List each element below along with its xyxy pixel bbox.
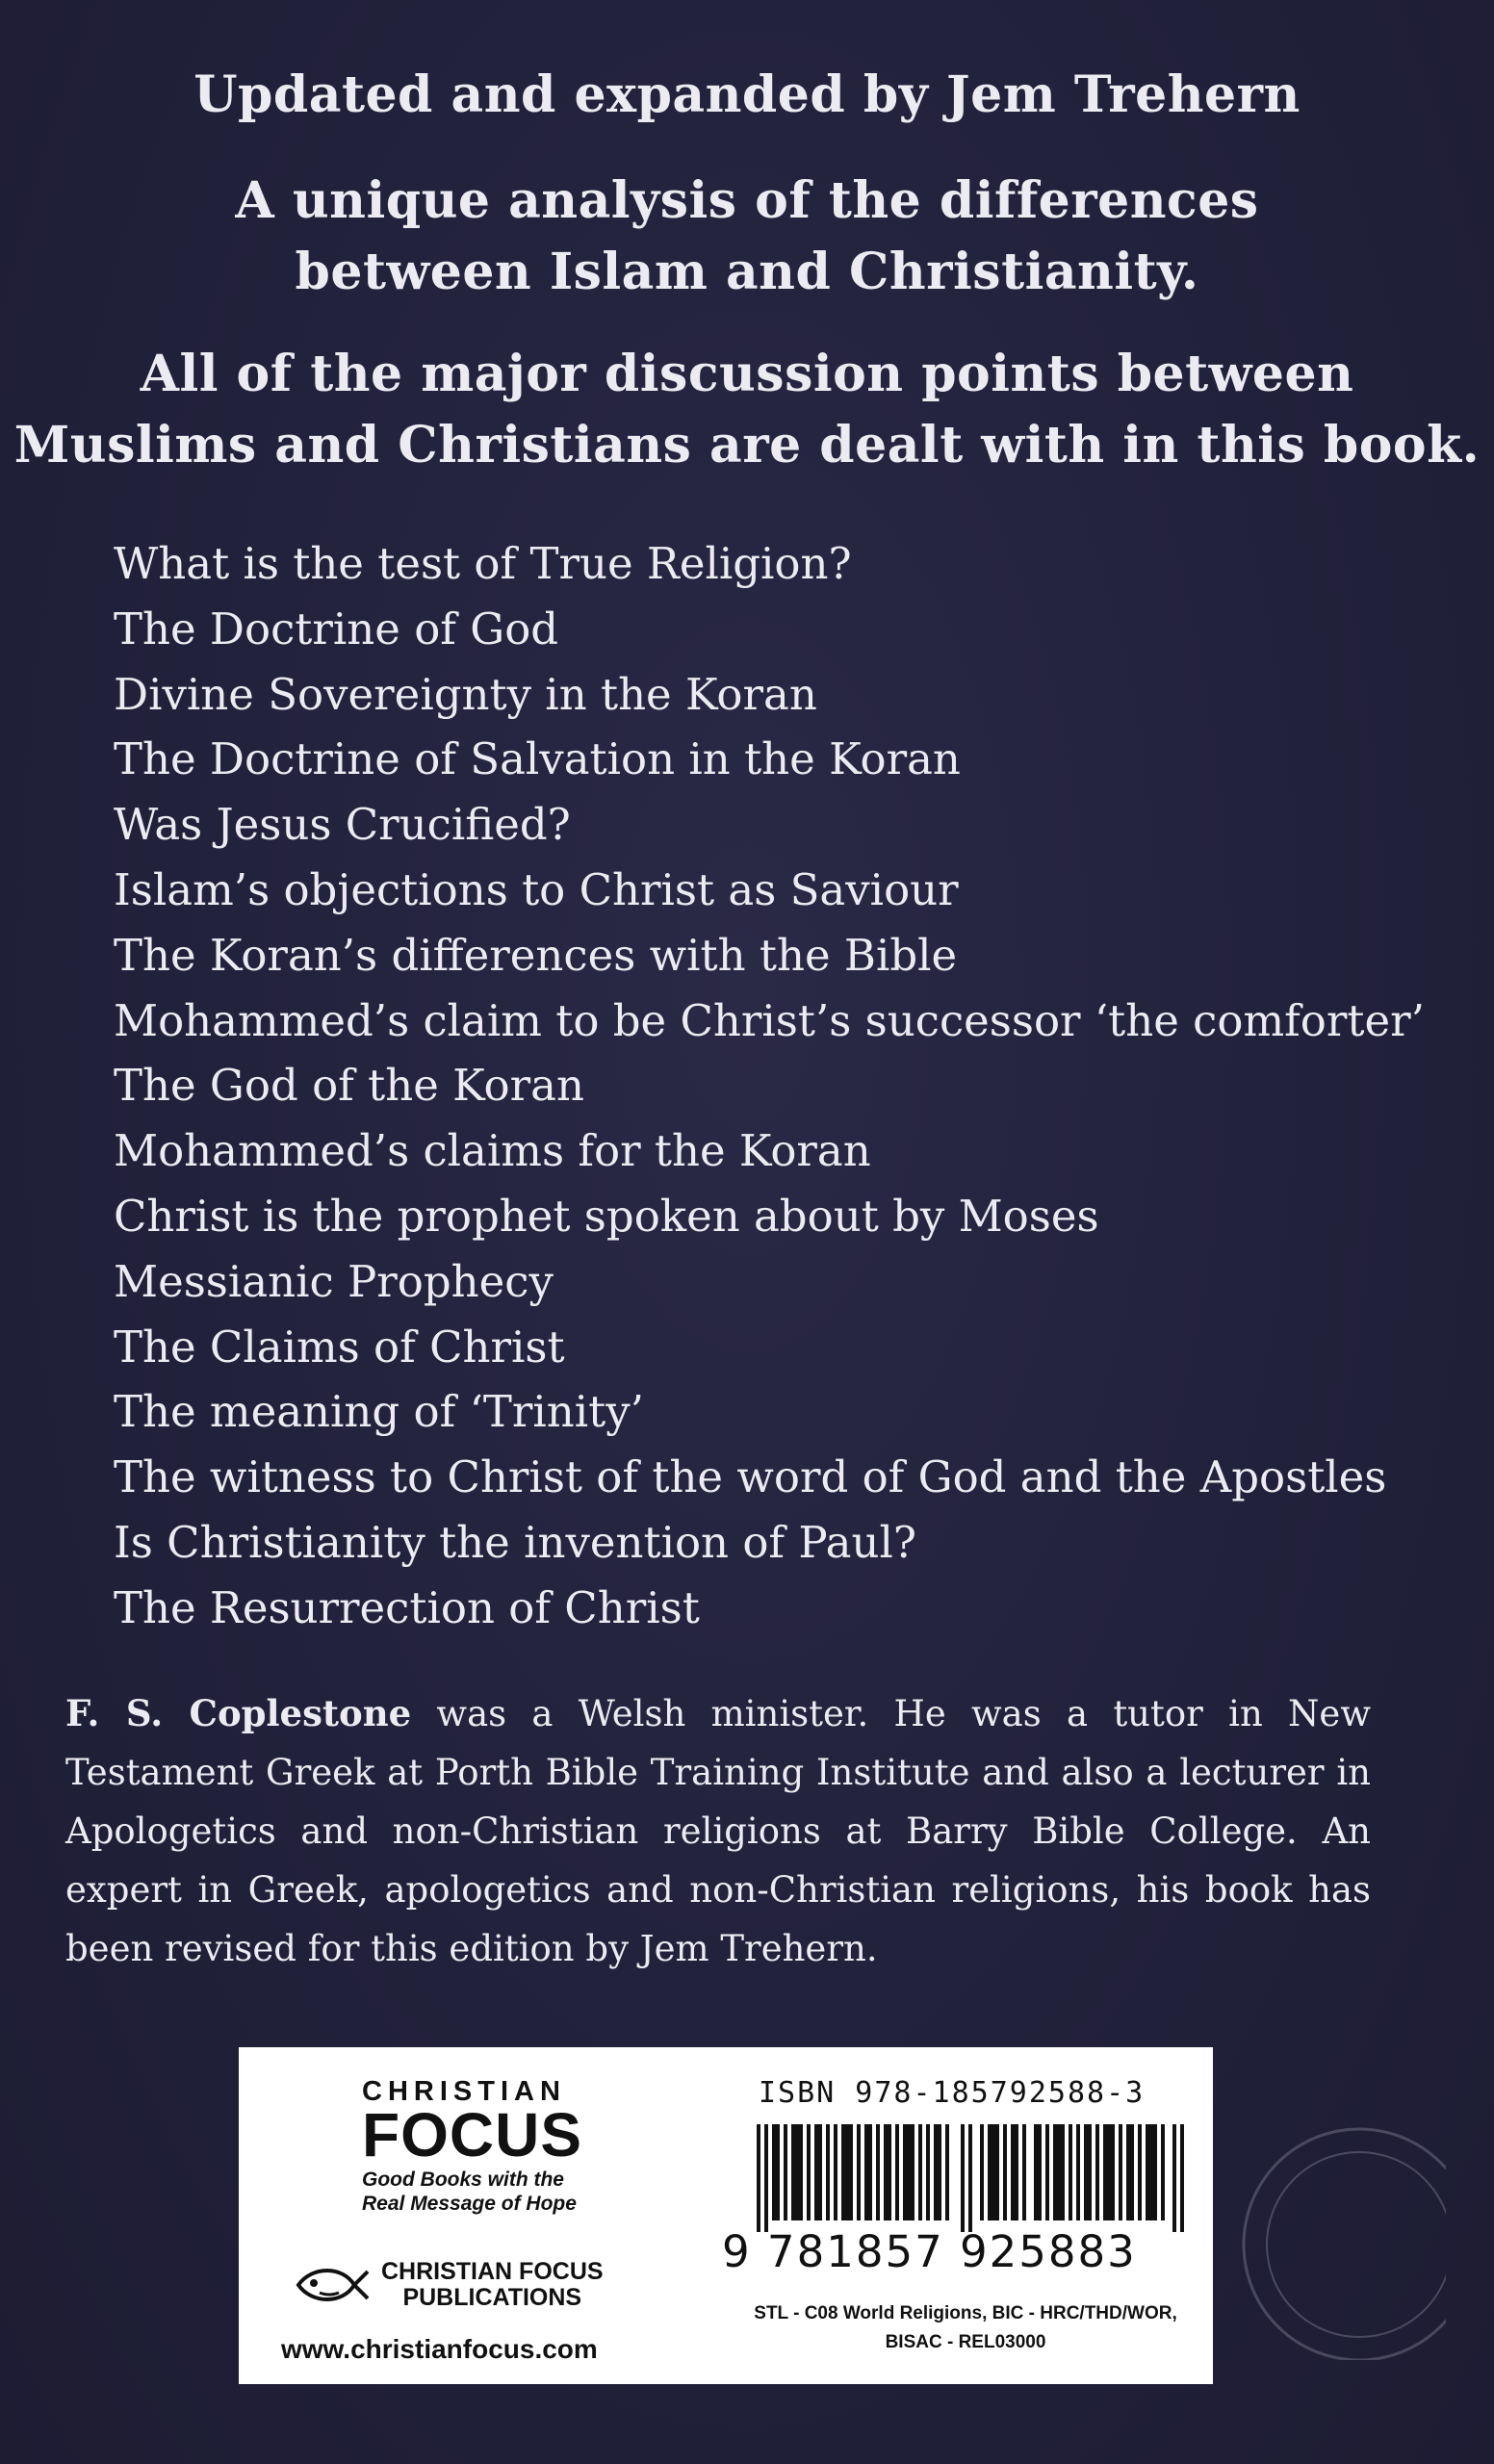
topic-item: Was Jesus Crucified? <box>114 799 571 851</box>
analysis-line-2: between Islam and Christianity. <box>295 243 1199 301</box>
publisher-word-focus: FOCUS <box>362 2100 582 2169</box>
topic-item: Is Christianity the invention of Paul? <box>114 1516 916 1568</box>
topic-item: The God of the Koran <box>114 1060 584 1112</box>
bookshop-stamp-icon <box>1215 2052 1446 2360</box>
discussion-line-2: Muslims and Christians are dealt with in this book. <box>13 416 1481 475</box>
classification-line-2: BISAC - REL03000 <box>885 2332 1046 2352</box>
topic-item: The witness to Christ of the word of God and the Apostles <box>114 1451 1387 1503</box>
publisher-website: www.christianfocus.com <box>281 2334 598 2364</box>
subject-classification <box>749 2299 1182 2357</box>
discussion-tagline <box>0 339 1494 481</box>
imprint-line-2: PUBLICATIONS <box>402 2284 582 2311</box>
imprint-line-1: CHRISTIAN FOCUS <box>381 2258 604 2285</box>
tagline-line-2: Real Message of Hope <box>362 2193 577 2215</box>
analysis-tagline <box>0 166 1494 308</box>
isbn-number: ISBN 978-185792588-3 <box>759 2076 1146 2110</box>
topic-item: The Resurrection of Christ <box>114 1581 700 1633</box>
publisher-word-christian: CHRISTIAN <box>362 2076 566 2107</box>
analysis-line-1: A unique analysis of the differences <box>235 171 1259 230</box>
barcode-label <box>239 2047 1213 2384</box>
topic-item: The Doctrine of God <box>114 603 559 654</box>
author-bio-text: was a Welsh minister. He was a tutor in New Testament Greek at Porth Bible Training Institute and also a lecturer in Apologetics and non-Christian religions at Barry Bible College. An expert in Greek, apologetics and non-Christian religions, his book has been revised for this edition by Jem Trehern. <box>65 1693 1371 1969</box>
topic-item: What is the test of True Religion? <box>114 538 852 589</box>
publisher-logo <box>362 2076 582 2216</box>
barcode-icon <box>757 2124 1188 2232</box>
barcode-digits: 9 781857 925883 <box>722 2226 1137 2277</box>
topic-item: The Doctrine of Salvation in the Koran <box>114 733 961 785</box>
topic-item: Islam’s objections to Christ as Saviour <box>114 863 959 915</box>
updated-by-line <box>0 60 1494 131</box>
topic-item: The meaning of ‘Trinity’ <box>114 1386 644 1438</box>
ichthys-fish-icon <box>295 2264 370 2306</box>
publisher-tagline <box>362 2168 582 2216</box>
classification-line-1: STL - C08 World Religions, BIC - HRC/THD/WOR, <box>754 2303 1177 2323</box>
topic-item: Mohammed’s claim to be Christ’s successor ‘the comforter’ <box>114 994 1425 1046</box>
topic-list <box>114 531 1425 1641</box>
imprint-logo <box>295 2259 604 2311</box>
tagline-line-1: Good Books with the <box>362 2169 564 2191</box>
topic-item: Messianic Prophecy <box>114 1255 554 1307</box>
updated-by-text: Updated and expanded by Jem Trehern <box>193 65 1301 124</box>
author-name: F. S. Coplestone <box>65 1692 412 1734</box>
imprint-name <box>381 2259 604 2311</box>
author-bio <box>65 1684 1371 1978</box>
topic-item: Christ is the prophet spoken about by Moses <box>114 1190 1099 1242</box>
discussion-line-1: All of the major discussion points between <box>140 345 1354 403</box>
topic-item: Divine Sovereignty in the Koran <box>114 668 817 720</box>
topic-item: The Koran’s differences with the Bible <box>114 929 958 981</box>
topic-item: The Claims of Christ <box>114 1321 565 1373</box>
topic-item: Mohammed’s claims for the Koran <box>114 1125 871 1177</box>
